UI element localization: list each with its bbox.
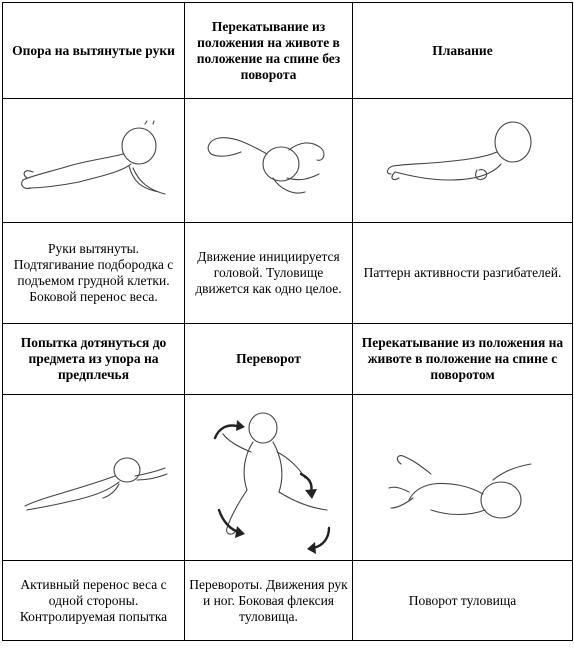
header-cell: Перекатывание из положения на животе в положение на спине с поворотом	[353, 324, 573, 395]
image-row-2	[3, 395, 573, 561]
description-cell: Перевороты. Движения рук и ног. Боковая флексия туловища.	[185, 561, 353, 641]
illustration-cell	[353, 99, 573, 223]
baby-segmental-roll-illustration	[373, 408, 553, 548]
description-row-2	[3, 561, 573, 641]
description-cell: Движение инициируется головой. Туловище движется как одно целое.	[185, 223, 353, 324]
baby-prone-extended-arms-illustration	[9, 106, 179, 216]
image-row-1	[3, 99, 573, 223]
description-cell: Паттерн активности разгибателей.	[353, 223, 573, 324]
illustration-cell	[185, 395, 353, 561]
header-row-1	[3, 3, 573, 99]
header-cell: Попытка дотянуться до предмета из упора на предплечья	[3, 324, 185, 395]
baby-swimming-extension-illustration	[373, 106, 553, 216]
description-cell: Поворот туловища	[353, 561, 573, 641]
header-row-2	[3, 324, 573, 395]
baby-pivot-rollover-illustration	[189, 398, 349, 558]
motor-milestones-table	[2, 2, 573, 641]
baby-reaching-forearm-support-illustration	[9, 418, 179, 538]
description-cell: Руки вытянуты. Подтягивание подбородка с подъемом грудной клетки. Боковой перенос веса.	[3, 223, 185, 324]
header-cell: Перекатывание из положения на животе в положение на спине без поворота	[185, 3, 353, 99]
header-cell: Опора на вытянутые руки	[3, 3, 185, 99]
illustration-cell	[3, 99, 185, 223]
illustration-cell	[3, 395, 185, 561]
illustration-cell	[185, 99, 353, 223]
header-cell: Переворот	[185, 324, 353, 395]
header-cell: Плавание	[353, 3, 573, 99]
baby-log-roll-illustration	[189, 106, 349, 216]
description-row-1	[3, 223, 573, 324]
illustration-cell	[353, 395, 573, 561]
description-cell: Активный перенос веса с одной стороны. Контролируемая попытка	[3, 561, 185, 641]
